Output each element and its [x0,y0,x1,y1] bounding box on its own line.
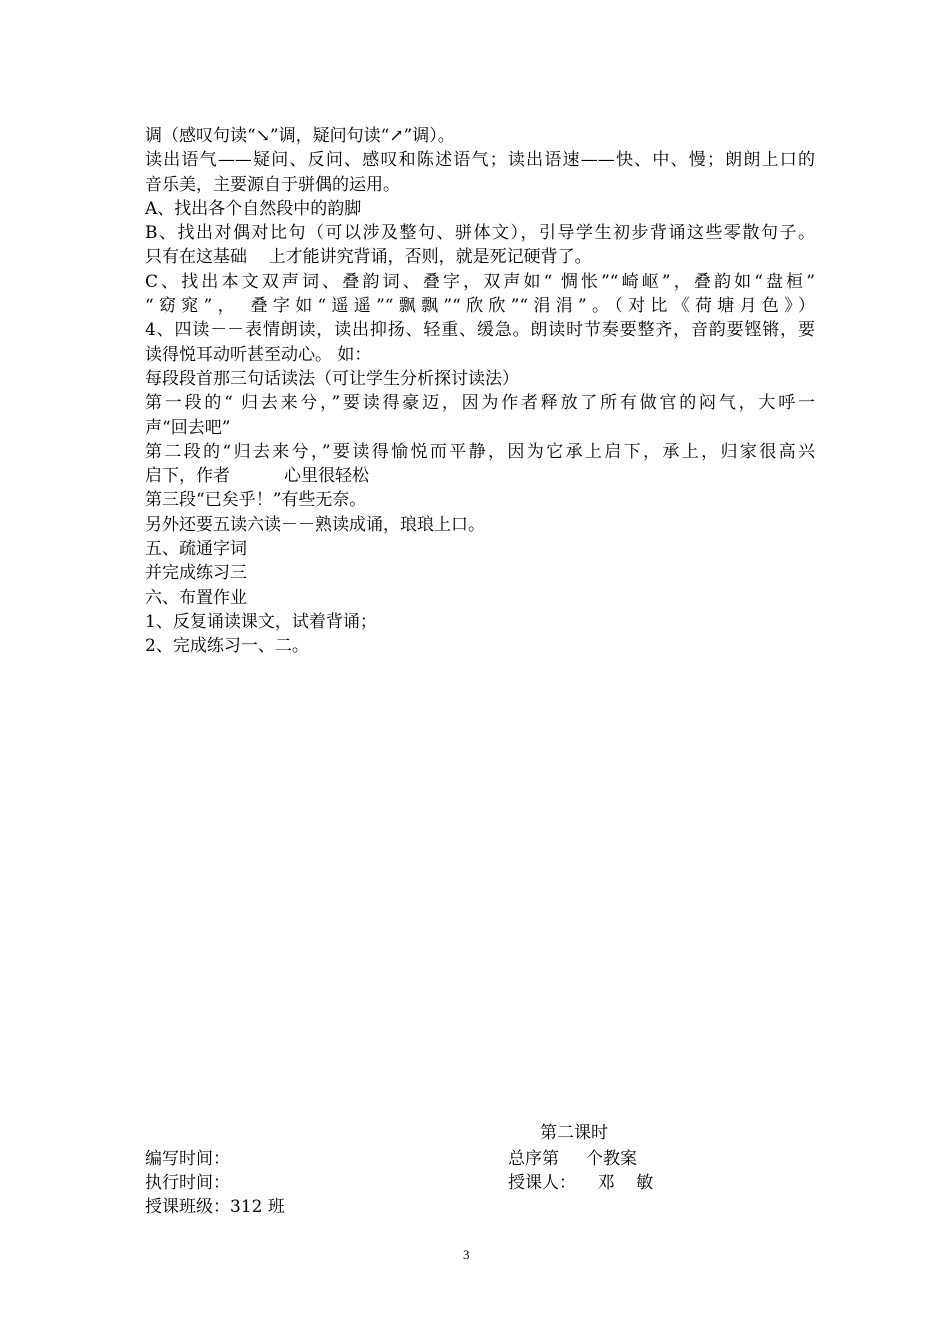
meta-row-write-time [145,1147,815,1171]
lesson-title: 第二课时 [540,1123,608,1143]
meta-row-exec-time [145,1171,815,1195]
exec-time-label: 执行时间： [145,1173,230,1193]
lesson-body [145,124,815,659]
page-number: 3 [463,1247,470,1262]
write-time-label: 编写时间： [145,1149,230,1169]
total-order-label: 总序第 个教案 [508,1149,638,1169]
body-line: 2、完成练习一、二。 [145,636,309,657]
section-heading: 六、布置作业 [145,587,247,608]
body-line: “窈窕”， 叠字如“遥遥”“飘飘”“欣欣”“涓涓”。（对比《荷塘月色》） [145,296,815,317]
body-line: 第三段“已矣乎！”有些无奈。 [145,490,367,511]
body-line: C、找出本文双声词、叠韵词、叠字，双声如“ 惆怅”“崎岖”，叠韵如“盘桓” [145,271,815,292]
body-line: 第一段的“ 归去来兮，”要读得豪迈，因为作者释放了所有做官的闷气，大呼一 [145,393,815,414]
class-label: 授课班级：312 班 [145,1197,285,1217]
body-line: 读得悦耳动听甚至动心。 如： [145,344,372,365]
body-line: 每段段首那三句话读法（可让学生分析探讨读法） [145,368,519,389]
body-line: 只有在这基础 上才能讲究背诵，否则，就是死记硬背了。 [145,247,592,268]
body-line: 调（感叹句读“↘”调，疑问句读“↗”调）。 [145,126,455,146]
body-line: 声“回去吧” [145,417,231,438]
body-line: 读出语气——疑问、反问、感叹和陈述语气；读出语速——快、中、慢；朗朗上口的 [145,150,815,171]
teacher-label: 授课人： 邓 敏 [508,1173,654,1193]
body-line: B、找出对偶对比句（可以涉及整句、骈体文），引导学生初步背诵这些零散句子。 [145,223,815,244]
body-line: 启下，作者 心里很轻松 [145,466,370,487]
body-line: 音乐美，主要源自于骈偶的运用。 [145,174,400,195]
body-line: 1、反复诵读课文，试着背诵； [145,611,377,632]
body-line: 4、四读－－表情朗读，读出抑扬、轻重、缓急。朗读时节奏要整齐，音韵要铿锵，要 [145,320,815,341]
body-line: 第二段的“归去来兮，”要读得愉悦而平静，因为它承上启下，承上，归家很高兴 [145,441,815,462]
meta-row-class [145,1195,815,1219]
body-line: 另外还要五读六读－－熟读成诵，琅琅上口。 [145,514,485,535]
section-heading: 五、疏通字词 [145,539,247,560]
body-line: 并完成练习三 [145,563,247,584]
body-line: A、找出各个自然段中的韵脚 [145,198,362,219]
